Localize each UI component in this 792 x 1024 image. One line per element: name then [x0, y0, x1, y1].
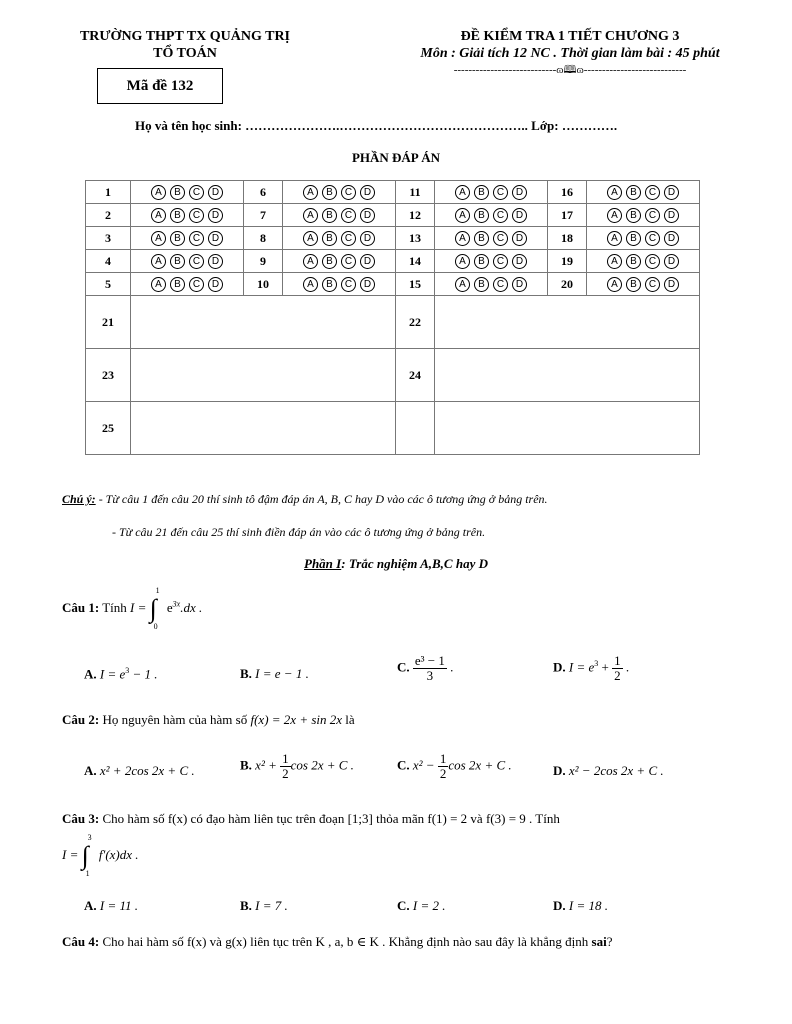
- q3-option-a: A. I = 11 .: [84, 898, 139, 913]
- bubble-b[interactable]: B: [626, 277, 641, 292]
- fill-row: [86, 349, 700, 402]
- school-header: [62, 28, 308, 62]
- bubble-b[interactable]: B: [322, 185, 337, 200]
- bubble-c[interactable]: C: [493, 185, 508, 200]
- q1-dx: .dx .: [180, 599, 203, 615]
- question-3: Câu 3: Cho hàm số f(x) có đạo hàm liên tục trên đoạn [1;3] thỏa mãn f(1) = 2 và f(3) = 9 . Tính: [62, 811, 560, 826]
- bubble-d[interactable]: D: [208, 185, 223, 200]
- bubble-a[interactable]: A: [607, 277, 622, 292]
- bubble-b[interactable]: B: [474, 208, 489, 223]
- bubble-b[interactable]: B: [170, 277, 185, 292]
- question-number-cell: 4: [86, 250, 131, 273]
- question-number-cell: 20: [548, 273, 587, 296]
- answer-bubbles: [587, 250, 700, 273]
- answer-bubbles: [131, 181, 244, 204]
- q1-prompt: Tính: [102, 599, 127, 615]
- fill-row: [86, 402, 700, 455]
- mc-row: [86, 204, 700, 227]
- bubble-c[interactable]: C: [645, 231, 660, 246]
- answer-bubbles: [283, 204, 396, 227]
- answer-bubbles: [435, 204, 548, 227]
- question-number-cell: 2: [86, 204, 131, 227]
- bubble-c[interactable]: C: [189, 185, 204, 200]
- answer-bubbles: [283, 227, 396, 250]
- question-1: [62, 586, 203, 631]
- bubble-d[interactable]: D: [512, 254, 527, 269]
- fill-answer-cell[interactable]: [131, 349, 396, 402]
- question-number-cell: 13: [396, 227, 435, 250]
- bubble-b[interactable]: B: [170, 254, 185, 269]
- bubble-b[interactable]: B: [626, 185, 641, 200]
- note-text-1: - Từ câu 1 đến câu 20 thí sinh tô đậm đáp án A, B, C hay D vào các ô tương ứng ở bảng trên.: [95, 492, 548, 506]
- bubble-a[interactable]: A: [607, 185, 622, 200]
- answer-bubbles: [435, 181, 548, 204]
- question-number-cell: 3: [86, 227, 131, 250]
- question-number-cell: 17: [548, 204, 587, 227]
- q1-label: Câu 1:: [62, 599, 100, 615]
- answer-bubbles: [131, 273, 244, 296]
- fill-answer-cell: [435, 402, 700, 455]
- answer-bubbles: [587, 181, 700, 204]
- bubble-a[interactable]: A: [303, 185, 318, 200]
- question-number-cell: 8: [244, 227, 283, 250]
- bubble-b[interactable]: B: [474, 277, 489, 292]
- mc-row: [86, 250, 700, 273]
- bubble-a[interactable]: A: [455, 185, 470, 200]
- question-number-cell: 19: [548, 250, 587, 273]
- bubble-d[interactable]: D: [208, 231, 223, 246]
- bubble-a[interactable]: A: [455, 254, 470, 269]
- fill-answer-cell[interactable]: [131, 296, 396, 349]
- bubble-d[interactable]: D: [664, 231, 679, 246]
- fill-row: [86, 296, 700, 349]
- answer-bubbles: [283, 250, 396, 273]
- q2-function: f(x) = 2x + sin 2x: [250, 712, 343, 727]
- bubble-b[interactable]: B: [170, 185, 185, 200]
- q2-option-c: C. x² − $\frac{1}{2}$ cos 2x + C .: [397, 751, 512, 781]
- answer-bubbles: [587, 227, 700, 250]
- department-name: TỔ TOÁN: [153, 46, 217, 61]
- school-name: TRƯỜNG THPT TX QUẢNG TRỊ: [79, 29, 291, 44]
- bubble-a[interactable]: A: [151, 277, 166, 292]
- bubble-d[interactable]: D: [360, 208, 375, 223]
- bubble-a[interactable]: A: [303, 231, 318, 246]
- question-number-cell: 24: [396, 349, 435, 402]
- bubble-a[interactable]: A: [151, 208, 166, 223]
- q1-exp: 3x: [172, 599, 181, 609]
- bubble-a[interactable]: A: [303, 208, 318, 223]
- exam-title: ĐỀ KIỂM TRA 1 TIẾT CHƯƠNG 3: [460, 29, 680, 44]
- question-number-cell: 7: [244, 204, 283, 227]
- q1-option-d: D. $I = e^3$ + $\frac{1}{2}$ .: [553, 653, 630, 683]
- bubble-c[interactable]: C: [341, 208, 356, 223]
- question-number-cell: [396, 402, 435, 455]
- question-number-cell: 9: [244, 250, 283, 273]
- bubble-a[interactable]: A: [455, 231, 470, 246]
- bubble-a[interactable]: A: [303, 254, 318, 269]
- bubble-a[interactable]: A: [607, 231, 622, 246]
- q2-option-b: B. x² + $\frac{1}{2}$ cos 2x + C .: [240, 751, 354, 781]
- bubble-d[interactable]: D: [512, 185, 527, 200]
- bubble-c[interactable]: C: [341, 277, 356, 292]
- q1-integral: ∫ 1 0: [149, 586, 160, 631]
- bubble-a[interactable]: A: [303, 277, 318, 292]
- bubble-b[interactable]: B: [322, 231, 337, 246]
- bubble-d[interactable]: D: [360, 231, 375, 246]
- bubble-b[interactable]: B: [626, 254, 641, 269]
- question-number-cell: 5: [86, 273, 131, 296]
- bubble-b[interactable]: B: [474, 231, 489, 246]
- answer-bubbles: [435, 273, 548, 296]
- bubble-c[interactable]: C: [189, 277, 204, 292]
- question-number-cell: 11: [396, 181, 435, 204]
- answer-bubbles: [283, 273, 396, 296]
- bubble-a[interactable]: A: [607, 208, 622, 223]
- bubble-b[interactable]: B: [322, 277, 337, 292]
- note-line-1: [62, 492, 548, 507]
- mc-row: [86, 273, 700, 296]
- bubble-a[interactable]: A: [607, 254, 622, 269]
- q3-integral-line: I = ∫ 3 1 f′(x)dx .: [62, 833, 139, 878]
- bubble-b[interactable]: B: [322, 254, 337, 269]
- bubble-b[interactable]: B: [322, 208, 337, 223]
- q3-option-d: D. I = 18 .: [553, 898, 608, 913]
- student-info-line: Họ và tên học sinh: ………………….…………………………………….. Lớp: ………….: [135, 118, 618, 133]
- question-number-cell: 12: [396, 204, 435, 227]
- part1-rest: : Trắc nghiệm A,B,C hay D: [341, 556, 488, 571]
- answer-bubbles: [283, 181, 396, 204]
- question-number-cell: 16: [548, 181, 587, 204]
- question-number-cell: 21: [86, 296, 131, 349]
- bubble-d[interactable]: D: [360, 185, 375, 200]
- bubble-d[interactable]: D: [664, 277, 679, 292]
- bubble-d[interactable]: D: [360, 254, 375, 269]
- q3-option-b: B. I = 7 .: [240, 898, 288, 913]
- answer-bubbles: [131, 204, 244, 227]
- bubble-c[interactable]: C: [645, 277, 660, 292]
- bubble-b[interactable]: B: [474, 254, 489, 269]
- bubble-c[interactable]: C: [645, 208, 660, 223]
- question-4: Câu 4: Cho hai hàm số f(x) và g(x) liên tục trên K , a, b ∈ K . Khẳng định nào sau đây là khẳng định sai?: [62, 934, 613, 949]
- bubble-b[interactable]: B: [170, 231, 185, 246]
- question-number-cell: 22: [396, 296, 435, 349]
- bubble-a[interactable]: A: [455, 277, 470, 292]
- bubble-a[interactable]: A: [151, 231, 166, 246]
- mc-row: [86, 181, 700, 204]
- question-2: Câu 2: Họ nguyên hàm của hàm số f(x) = 2x + sin 2x là: [62, 712, 355, 727]
- answer-bubbles: [435, 227, 548, 250]
- q1-option-c: C. $\frac{\text{e³ − 1}}{3}$ .: [397, 653, 454, 683]
- q1-option-a: A. $I = e^3 - 1$ .: [84, 666, 158, 682]
- q2-option-a: A. x² + 2cos 2x + C .: [84, 763, 195, 778]
- answer-bubbles: [435, 250, 548, 273]
- bubble-d[interactable]: D: [512, 277, 527, 292]
- note-label: Chú ý:: [62, 492, 96, 506]
- question-number-cell: 1: [86, 181, 131, 204]
- question-number-cell: 10: [244, 273, 283, 296]
- bubble-a[interactable]: A: [151, 185, 166, 200]
- bubble-c[interactable]: C: [341, 185, 356, 200]
- bubble-d[interactable]: D: [512, 208, 527, 223]
- bubble-d[interactable]: D: [664, 208, 679, 223]
- part1-heading: [0, 556, 792, 572]
- bubble-c[interactable]: C: [189, 231, 204, 246]
- bubble-b[interactable]: B: [474, 185, 489, 200]
- bubble-c[interactable]: C: [493, 277, 508, 292]
- bubble-c[interactable]: C: [341, 254, 356, 269]
- answer-grid: [85, 180, 700, 455]
- answer-bubbles: [131, 250, 244, 273]
- bubble-d[interactable]: D: [208, 208, 223, 223]
- bubble-c[interactable]: C: [189, 208, 204, 223]
- bubble-a[interactable]: A: [455, 208, 470, 223]
- q2-option-d: D. x² − 2cos 2x + C .: [553, 763, 664, 778]
- fill-answer-cell[interactable]: [435, 349, 700, 402]
- answer-section-title: PHẦN ĐÁP ÁN: [351, 150, 441, 165]
- answer-bubbles: [131, 227, 244, 250]
- bubble-d[interactable]: D: [664, 185, 679, 200]
- q1-option-b: B. I = e − 1 .: [240, 666, 309, 681]
- bubble-b[interactable]: B: [626, 231, 641, 246]
- answer-bubbles: [587, 273, 700, 296]
- bubble-d[interactable]: D: [208, 277, 223, 292]
- bubble-c[interactable]: C: [341, 231, 356, 246]
- part1-label: Phần I: [304, 556, 342, 571]
- q1-integrand: e: [166, 599, 173, 615]
- question-number-cell: 18: [548, 227, 587, 250]
- bubble-d[interactable]: D: [360, 277, 375, 292]
- q1-upper: 1: [155, 586, 160, 595]
- question-number-cell: 15: [396, 273, 435, 296]
- question-number-cell: 14: [396, 250, 435, 273]
- exam-code-box: Mã đề 132: [97, 68, 223, 104]
- bubble-d[interactable]: D: [664, 254, 679, 269]
- question-number-cell: 23: [86, 349, 131, 402]
- bubble-b[interactable]: B: [170, 208, 185, 223]
- question-number-cell: 6: [244, 181, 283, 204]
- exam-header: [360, 28, 780, 79]
- bubble-d[interactable]: D: [208, 254, 223, 269]
- mc-row: [86, 227, 700, 250]
- bubble-d[interactable]: D: [512, 231, 527, 246]
- subject-line: Môn : Giải tích 12 NC . Thời gian làm bài : 45 phút: [420, 46, 720, 61]
- bubble-c[interactable]: C: [189, 254, 204, 269]
- q1-I: I =: [130, 599, 147, 615]
- q3-option-c: C. I = 2 .: [397, 898, 446, 913]
- fill-answer-cell[interactable]: [435, 296, 700, 349]
- fill-answer-cell[interactable]: [131, 402, 396, 455]
- bubble-c[interactable]: C: [645, 185, 660, 200]
- bubble-a[interactable]: A: [151, 254, 166, 269]
- answer-bubbles: [587, 204, 700, 227]
- bubble-b[interactable]: B: [626, 208, 641, 223]
- q1-lower: 0: [153, 622, 158, 631]
- bubble-c[interactable]: C: [493, 208, 508, 223]
- separator-line: ----------------------------ɷ🕮ɷ----------------------------: [453, 64, 687, 76]
- question-number-cell: 25: [86, 402, 131, 455]
- bubble-c[interactable]: C: [493, 231, 508, 246]
- bubble-c[interactable]: C: [645, 254, 660, 269]
- bubble-c[interactable]: C: [493, 254, 508, 269]
- note-line-2: - Từ câu 21 đến câu 25 thí sinh điền đáp án vào các ô tương ứng ở bảng trên.: [112, 525, 486, 539]
